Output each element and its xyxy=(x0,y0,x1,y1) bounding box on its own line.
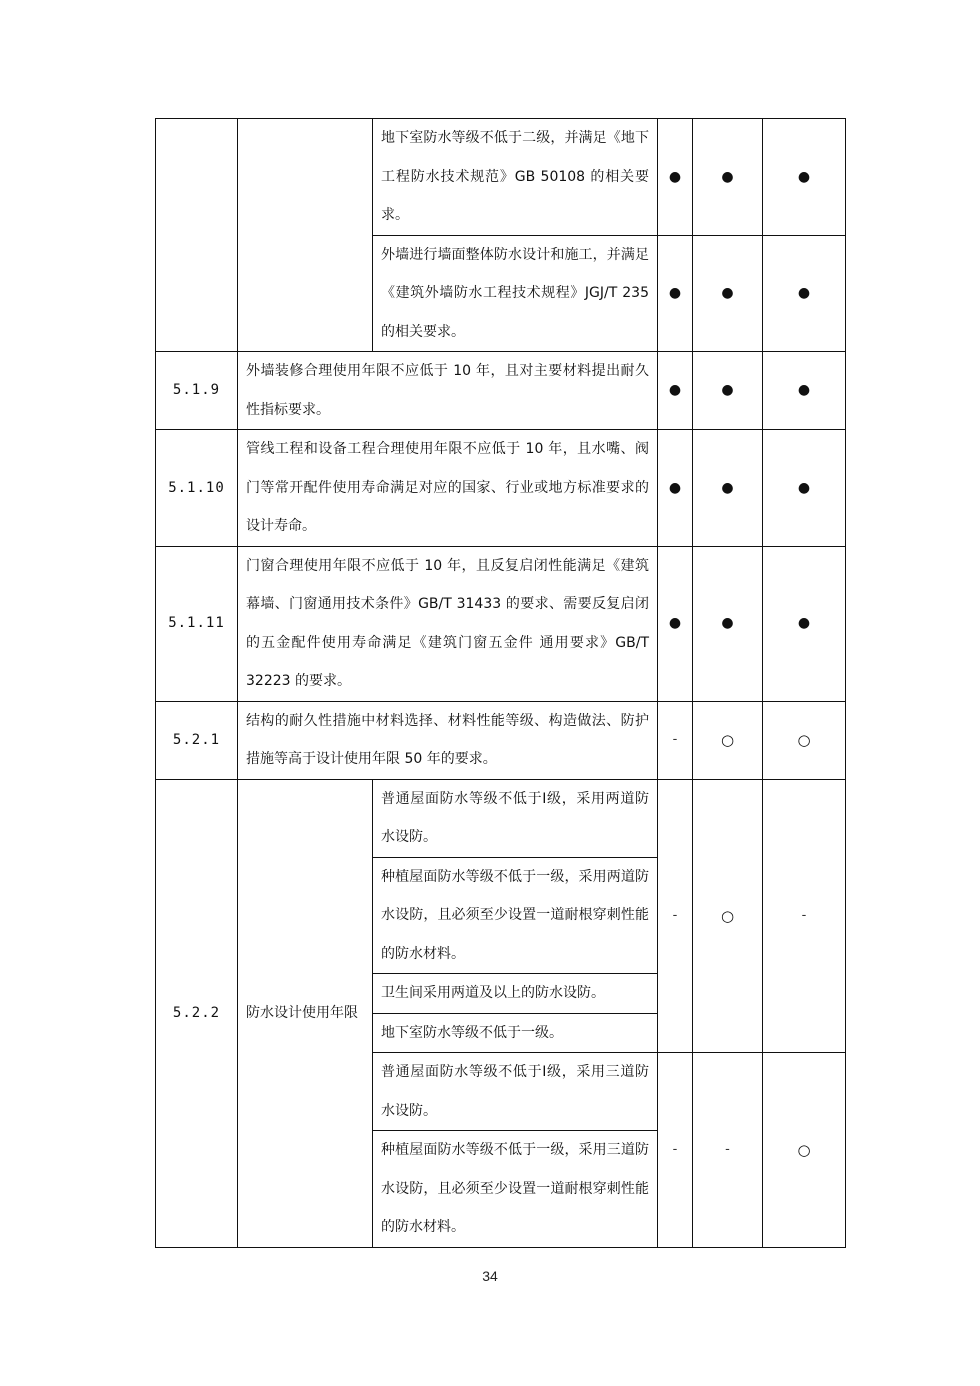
open-circle-mark: ○ xyxy=(763,701,846,779)
filled-dot-mark: ● xyxy=(763,430,846,547)
page-number: 34 xyxy=(482,1268,498,1284)
requirement-text: 地下室防水等级不低于一级。 xyxy=(373,1013,658,1053)
requirement-text: 普通屋面防水等级不低于Ⅰ级，采用两道防水设防。 xyxy=(373,779,658,857)
requirement-text: 外墙装修合理使用年限不应低于 10 年，且对主要材料提出耐久性指标要求。 xyxy=(238,352,658,430)
filled-dot-mark: ● xyxy=(693,430,763,547)
filled-dot-mark: ● xyxy=(693,235,763,352)
filled-dot-mark: ● xyxy=(658,430,693,547)
clause-number: 5.1.9 xyxy=(156,352,238,430)
category-cell xyxy=(238,119,373,352)
filled-dot-mark: ● xyxy=(658,119,693,236)
filled-dot-mark: ● xyxy=(693,119,763,236)
table-row xyxy=(156,352,846,430)
requirement-text: 普通屋面防水等级不低于Ⅰ级，采用三道防水设防。 xyxy=(373,1053,658,1131)
requirement-text: 结构的耐久性措施中材料选择、材料性能等级、构造做法、防护措施等高于设计使用年限 50 年的要求。 xyxy=(238,701,658,779)
clause-number: 5.2.2 xyxy=(156,779,238,1247)
dash-mark: - xyxy=(658,779,693,1053)
filled-dot-mark: ● xyxy=(658,352,693,430)
filled-dot-mark: ● xyxy=(763,119,846,236)
requirement-text: 管线工程和设备工程合理使用年限不应低于 10 年，且水嘴、阀门等常开配件使用寿命满足对应的国家、行业或地方标准要求的设计寿命。 xyxy=(238,430,658,547)
filled-dot-mark: ● xyxy=(693,352,763,430)
filled-dot-mark: ● xyxy=(763,352,846,430)
table-row xyxy=(156,430,846,547)
dash-mark: - xyxy=(658,1053,693,1248)
code-cell xyxy=(156,119,238,352)
open-circle-mark: ○ xyxy=(693,701,763,779)
requirement-text: 门窗合理使用年限不应低于 10 年，且反复启闭性能满足《建筑幕墙、门窗通用技术条件》GB/T 31433 的要求、需要反复启闭的五金配件使用寿命满足《建筑门窗五金件 通用要求》GB/T 32223 的要求。 xyxy=(238,546,658,701)
requirement-text: 地下室防水等级不低于二级，并满足《地下工程防水技术规范》GB 50108 的相关要求。 xyxy=(373,119,658,236)
filled-dot-mark: ● xyxy=(658,235,693,352)
clause-number: 5.1.10 xyxy=(156,430,238,547)
dash-mark: - xyxy=(763,779,846,1053)
table-row xyxy=(156,779,846,857)
clause-number: 5.2.1 xyxy=(156,701,238,779)
requirement-text: 种植屋面防水等级不低于一级，采用两道防水设防，且必须至少设置一道耐根穿刺性能的防水材料。 xyxy=(373,857,658,974)
open-circle-mark: ○ xyxy=(693,779,763,1053)
open-circle-mark: ○ xyxy=(763,1053,846,1248)
dash-mark: - xyxy=(693,1053,763,1248)
filled-dot-mark: ● xyxy=(658,546,693,701)
table-row xyxy=(156,701,846,779)
requirement-text: 卫生间采用两道及以上的防水设防。 xyxy=(373,974,658,1014)
category-label: 防水设计使用年限 xyxy=(238,779,373,1247)
requirements-table xyxy=(155,118,846,1248)
table-row xyxy=(156,546,846,701)
requirement-text: 种植屋面防水等级不低于一级，采用三道防水设防，且必须至少设置一道耐根穿刺性能的防水材料。 xyxy=(373,1131,658,1248)
filled-dot-mark: ● xyxy=(763,546,846,701)
clause-number: 5.1.11 xyxy=(156,546,238,701)
requirement-text: 外墙进行墙面整体防水设计和施工，并满足《建筑外墙防水工程技术规程》JGJ/T 235 的相关要求。 xyxy=(373,235,658,352)
filled-dot-mark: ● xyxy=(763,235,846,352)
dash-mark: - xyxy=(658,701,693,779)
table-row xyxy=(156,119,846,236)
filled-dot-mark: ● xyxy=(693,546,763,701)
